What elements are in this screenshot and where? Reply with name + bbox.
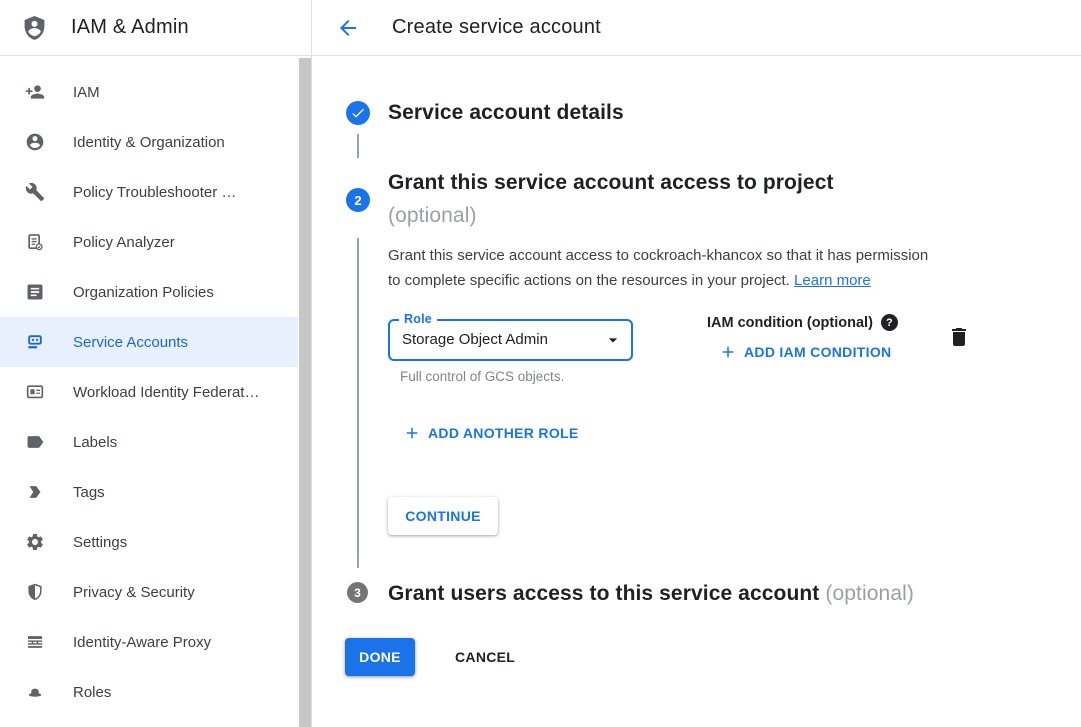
- page-title: Create service account: [392, 16, 601, 38]
- person-add-icon: [24, 82, 46, 102]
- page-header: [312, 0, 1081, 55]
- policy-analyzer-icon: [24, 232, 46, 252]
- role-selected-value: Storage Object Admin: [402, 331, 548, 348]
- sidebar-scrollbar-thumb[interactable]: [299, 58, 311, 727]
- help-icon[interactable]: ?: [881, 314, 898, 331]
- sidebar-item-label: Identity-Aware Proxy: [73, 633, 212, 651]
- sidebar-item-label: Identity & Organization: [73, 133, 225, 151]
- learn-more-link[interactable]: Learn more: [794, 272, 871, 289]
- sidebar-item-workload-identity-federation[interactable]: [0, 367, 298, 417]
- continue-button[interactable]: CONTINUE: [388, 497, 498, 535]
- header-divider: [0, 55, 1081, 56]
- step3-heading: [388, 580, 914, 607]
- add-iam-condition-label: ADD IAM CONDITION: [744, 344, 892, 360]
- sidebar-item-settings[interactable]: [0, 517, 298, 567]
- striped-panel-icon: [24, 632, 46, 652]
- iam-condition-label: IAM condition (optional): [707, 314, 873, 331]
- arrow-tag-icon: [24, 482, 46, 502]
- sidebar-item-organization-policies[interactable]: [0, 267, 298, 317]
- sidebar-item-label: Service Accounts: [73, 333, 189, 351]
- wrench-icon: [24, 182, 46, 202]
- sidebar: [0, 0, 312, 727]
- sidebar-item-policy-analyzer[interactable]: [0, 217, 298, 267]
- badge-card-icon: [24, 382, 46, 402]
- account-circle-icon: [24, 132, 46, 152]
- service-account-icon: [24, 332, 46, 352]
- iam-admin-shield-icon: [21, 14, 48, 41]
- step3-title: Grant users access to this service account: [388, 582, 820, 605]
- sidebar-item-privacy-security[interactable]: [0, 567, 298, 617]
- sidebar-item-label: Labels: [73, 433, 118, 451]
- step2-number-badge: 2: [346, 188, 370, 212]
- gear-icon: [24, 532, 46, 552]
- sidebar-item-label: Roles: [73, 683, 112, 701]
- description-line2: to complete specific actions on the resources in your project.: [388, 272, 790, 289]
- sidebar-nav: [0, 67, 298, 717]
- sidebar-item-label: Policy Analyzer: [73, 233, 175, 251]
- step2-optional-label: (optional): [388, 204, 477, 227]
- hat-icon: [24, 682, 46, 702]
- add-iam-condition-button[interactable]: [719, 343, 891, 361]
- sidebar-item-label: Privacy & Security: [73, 583, 195, 601]
- main-content: [312, 56, 1081, 727]
- role-select[interactable]: [388, 312, 633, 361]
- sidebar-item-identity-aware-proxy[interactable]: [0, 617, 298, 667]
- sidebar-item-tags[interactable]: [0, 467, 298, 517]
- sidebar-item-label: Settings: [73, 533, 128, 551]
- brand-header: [0, 0, 311, 55]
- sidebar-item-label: Tags: [73, 483, 105, 501]
- step1-completed-check-icon: [346, 101, 370, 125]
- sidebar-item-label: Organization Policies: [73, 283, 214, 301]
- step2-description: [388, 243, 1008, 293]
- add-another-role-label: ADD ANOTHER ROLE: [428, 425, 579, 441]
- back-arrow-button[interactable]: [336, 16, 360, 40]
- stepper-connector: [357, 238, 359, 568]
- delete-role-trash-icon[interactable]: [947, 325, 971, 349]
- role-field-label: Role: [399, 312, 437, 326]
- sidebar-item-label: IAM: [73, 83, 100, 101]
- sidebar-item-policy-troubleshooter[interactable]: [0, 167, 298, 217]
- step3-number-badge: 3: [347, 582, 368, 603]
- sidebar-item-label: Policy Troubleshooter …: [73, 183, 237, 201]
- sidebar-item-service-accounts[interactable]: [0, 317, 298, 367]
- step1-title: Service account details: [388, 101, 624, 124]
- document-list-icon: [24, 282, 46, 302]
- cancel-button[interactable]: CANCEL: [439, 638, 531, 676]
- description-line1: Grant this service account access to cockroach-khancox so that it has permission: [388, 247, 929, 264]
- add-another-role-button[interactable]: [403, 424, 579, 442]
- stepper-connector: [357, 134, 359, 158]
- role-helper-text: Full control of GCS objects.: [400, 369, 565, 384]
- plus-icon: [403, 424, 421, 442]
- sidebar-item-label: Workload Identity Federat…: [73, 383, 260, 401]
- step2-heading: [388, 169, 834, 229]
- step3-optional-label: (optional): [825, 582, 914, 605]
- done-button[interactable]: DONE: [345, 638, 415, 676]
- shield-half-icon: [24, 582, 46, 602]
- step2-title: Grant this service account access to project: [388, 171, 834, 194]
- sidebar-item-iam[interactable]: [0, 67, 298, 117]
- dropdown-caret-icon: [603, 330, 623, 350]
- label-tag-icon: [24, 432, 46, 452]
- sidebar-item-labels[interactable]: [0, 417, 298, 467]
- sidebar-item-identity-organization[interactable]: [0, 117, 298, 167]
- plus-icon: [719, 343, 737, 361]
- product-name: IAM & Admin: [71, 16, 189, 38]
- sidebar-item-roles[interactable]: [0, 667, 298, 717]
- iam-condition-header: [707, 314, 898, 331]
